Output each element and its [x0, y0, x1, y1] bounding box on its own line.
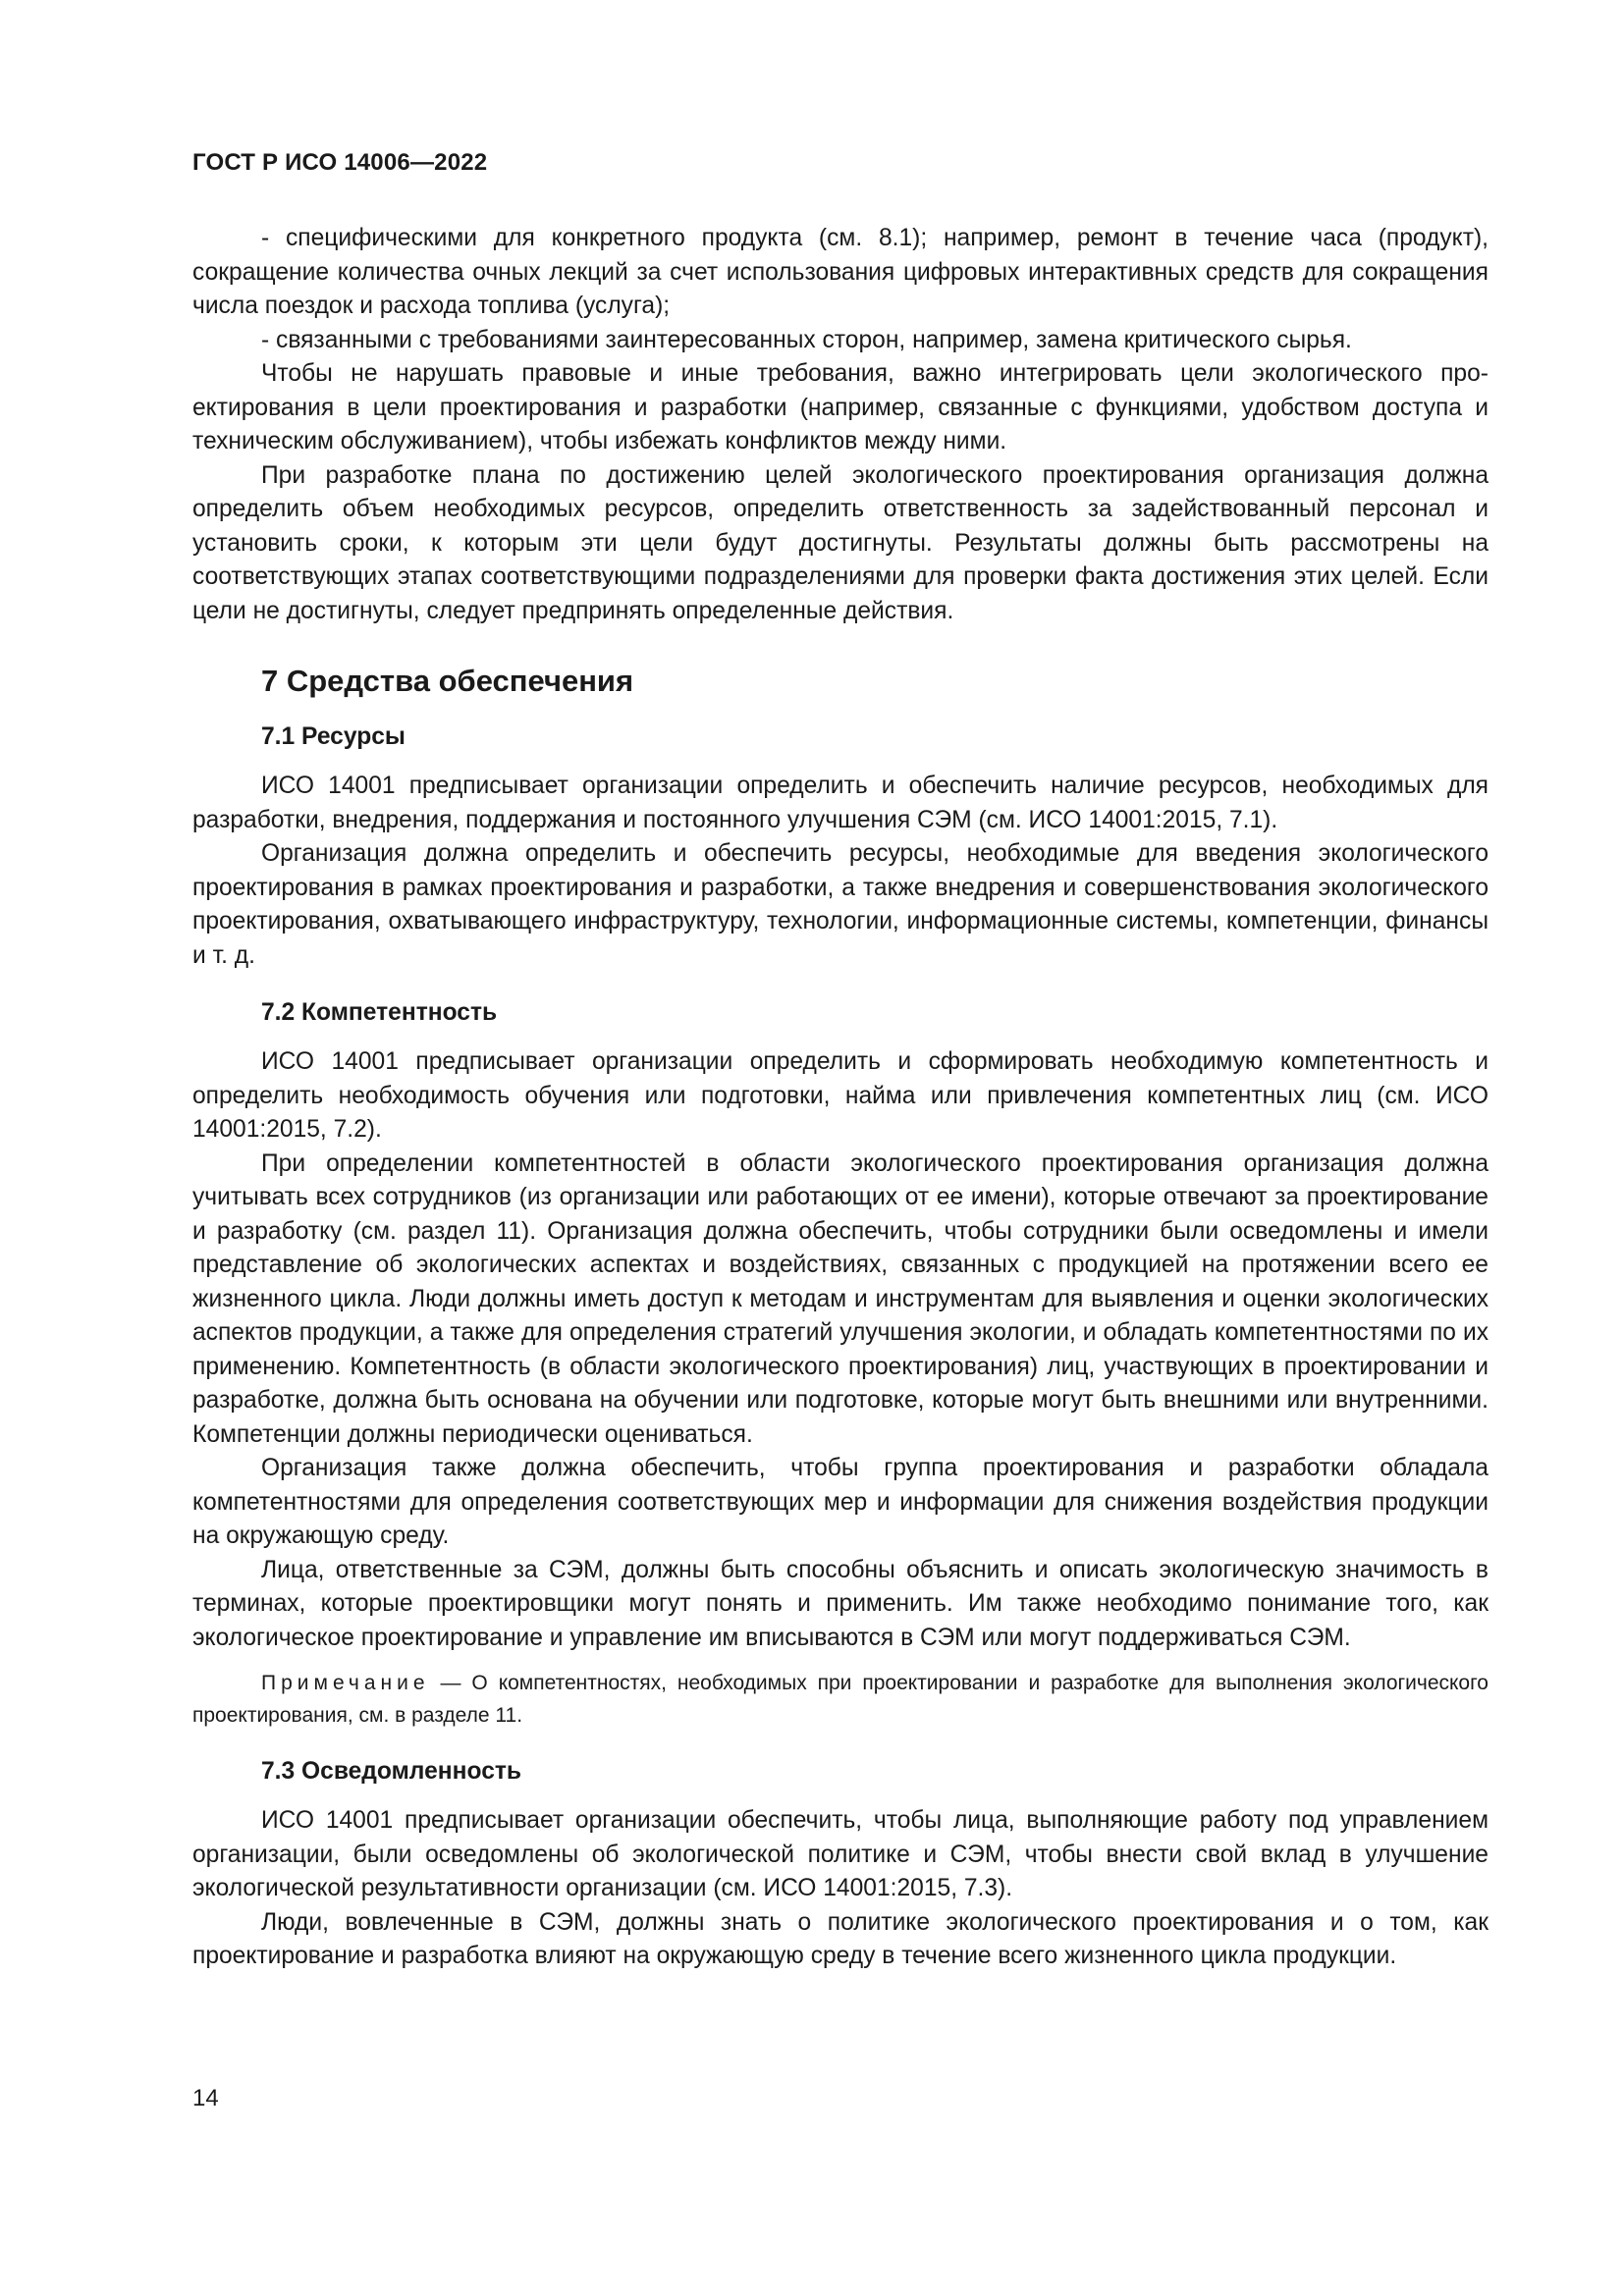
standard-header: ГОСТ Р ИСО 14006—2022 [192, 149, 488, 176]
paragraph-7-2-d: Лица, ответственные за СЭМ, должны быть способны объяснить и описать экологическую значимость в терминах, которые проектировщики могут понять и применить. Им также необходимо понимание того, как экологическое проектирование и управление им вписываются в СЭМ или могут поддерживаться СЭМ. [192, 1556, 1489, 1651]
paragraph-7-2-c: Организация также должна обеспечить, чтобы группа проектирования и разработки обладала компетентностями для определения соответствующих мер и информации для снижения воздействия продукции на окружающую среду. [192, 1455, 1489, 1549]
paragraph-integration: Чтобы не нарушать правовые и иные требования, важно интегрировать цели экологического проектирования в цели проектирования и разработки (например, связанные с функциями, удобством доступа и техническим обслуживанием), чтобы избежать конфликтов между ними. [192, 360, 1489, 454]
list-item-stakeholder-requirements: - связанными с требованиями заинтересованных сторон, например, замена критического сырья. [261, 326, 1352, 353]
section-7-heading: 7 Средства обеспечения [261, 664, 634, 698]
section-7-3-heading: 7.3 Осведомленность [261, 1758, 522, 1785]
section-7-2-heading: 7.2 Компетентность [261, 999, 498, 1026]
list-item-product-specific: - специфическими для конкретного продукта (см. 8.1); например, ремонт в течение часа (продукт), сокращение количества очных лекций за счет использования цифровых интерактивных средств для сокращения числа поездок и расхода топлива (услуга); [192, 225, 1489, 319]
paragraph-7-2-a: ИСО 14001 предписывает организации определить и сформировать необходимую компетентность и определить необходимость обучения или подготовки, найма или привлечения компетентных лиц (см. ИСО 14001:2015, 7.2). [192, 1048, 1489, 1143]
note-label: Примечание [261, 1672, 430, 1694]
section-7-1-heading: 7.1 Ресурсы [261, 723, 406, 750]
page-number: 14 [192, 2085, 219, 2111]
paragraph-7-1-a: ИСО 14001 предписывает организации определить и обеспечить наличие ресурсов, необходимых для разработки, внедрения, поддержания и постоянного улучшения СЭМ (см. ИСО 14001:2015, 7.1). [192, 773, 1489, 833]
paragraph-7-2-b: При определении компетентностей в области экологического проектирования организация должна учитывать всех сотрудников (из организации или работающих от ее имени), которые отвечают за проектирование и разработку (см. раздел 11). Организация должна обеспечить, чтобы сотрудники были осведомлены и имели представление об экологических аспектах и воздействиях, связанных с продукцией на протяжении всего ее жизненного цикла. Люди должны иметь доступ к методам и инструментам для выявления и оценки экологических аспектов продукции, а также для определения стратегий улучшения экологии, и обладать компетентностями по их применению. Компетентность (в области экологического проектирования) лиц, участвующих в проектировании и разработке, должна быть основана на обучении или подготовке, которые могут быть внешними или внутренними. Компетенции должны периодически оцениваться. [192, 1149, 1489, 1448]
paragraph-7-3-b: Люди, вовлеченные в СЭМ, должны знать о политике экологического проектирования и о том, как проектирование и разработка влияют на окружающую среду в течение всего жизненного цикла продукции. [192, 1908, 1489, 1969]
paragraph-7-3-a: ИСО 14001 предписывает организации обеспечить, чтобы лица, выполняющие работу под управлением организации, были осведомлены об экологической политике и СЭМ, чтобы внести свой вклад в улучшение экологической результативности организации (см. ИСО 14001:2015, 7.3). [192, 1807, 1489, 1901]
note-7-2 [192, 1667, 1489, 1732]
paragraph-7-1-b: Организация должна определить и обеспечить ресурсы, необходимые для введения экологического проектирования в рамках проектирования и разработки, а также внедрения и совершенствования экологического проектирования, охватывающего инфраструктуру, технологии, информационные системы, компетенции, финансы и т. д. [192, 840, 1489, 969]
paragraph-plan: При разработке плана по достижению целей экологического проектирования организация должна определить объем необходимых ресурсов, определить ответственность за задействованный персонал и установить сроки, к которым эти цели будут достигнуты. Результаты должны быть рассмотрены на соответствующих этапах соответствующими подразделениями для проверки факта достижения этих целей. Если цели не достигнуты, следует предпринять определенные действия. [192, 461, 1489, 624]
note-text: — О компетентностях, необходимых при проектировании и разработке для выполнения экологического проектирования, см. в разделе 11. [192, 1672, 1489, 1727]
page-content [192, 222, 1489, 1974]
